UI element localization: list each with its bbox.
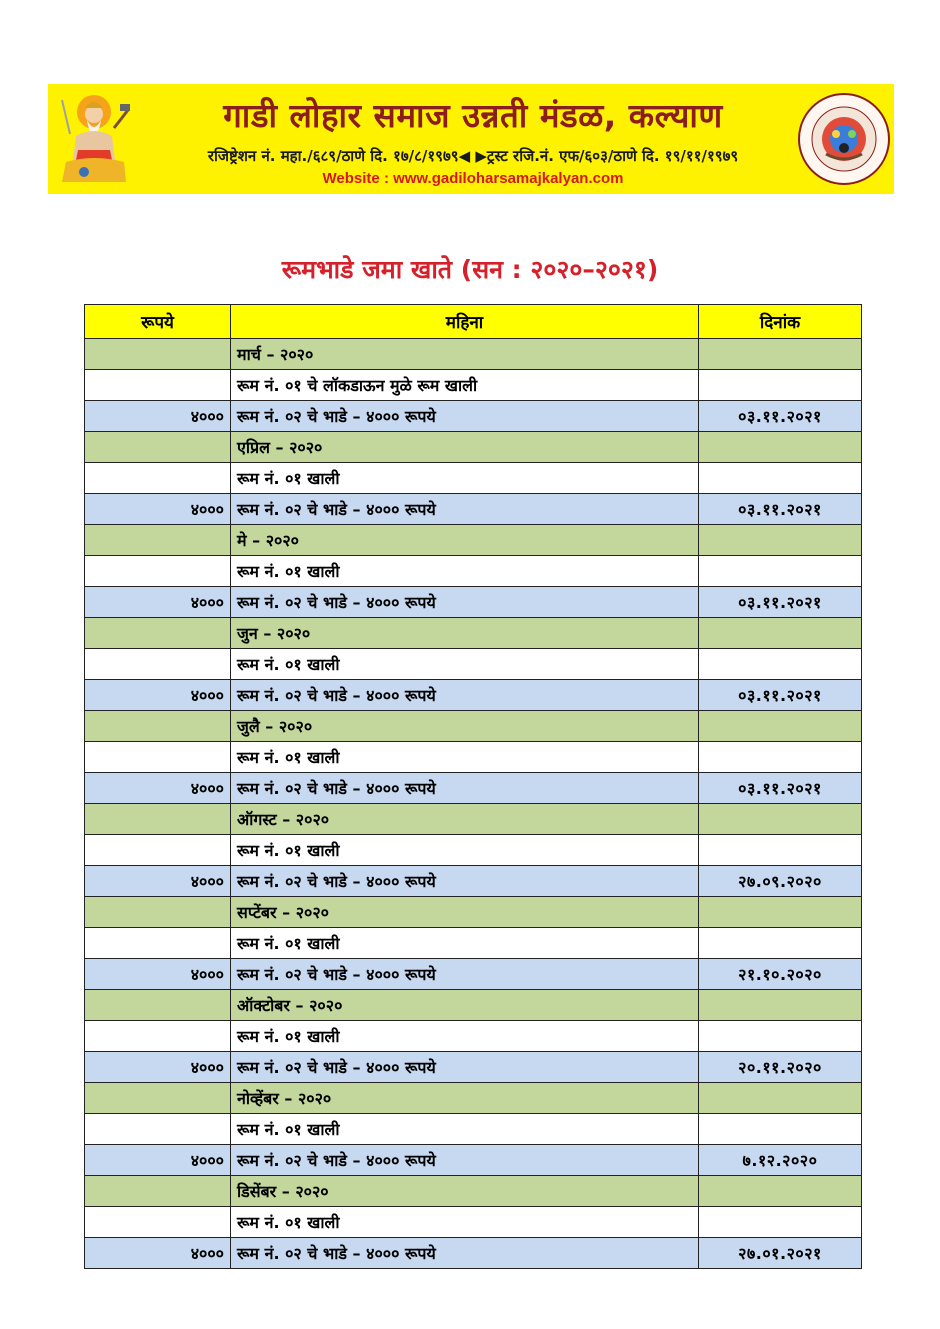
amount-cell: ४००० xyxy=(85,1145,231,1176)
table-row-month xyxy=(85,339,862,370)
table-row-rent xyxy=(85,587,862,618)
column-header-month: महिना xyxy=(231,305,699,339)
description-cell: रूम नं. ०१ खाली xyxy=(231,463,699,494)
column-header-amount: रूपये xyxy=(85,305,231,339)
description-cell: रूम नं. ०१ खाली xyxy=(231,1021,699,1052)
table-row-month xyxy=(85,990,862,1021)
description-cell: रूम नं. ०२ चे भाडे – ४००० रूपये xyxy=(231,1145,699,1176)
date-cell: ०३.११.२०२१ xyxy=(699,680,862,711)
description-cell: डिसेंबर – २०२० xyxy=(231,1176,699,1207)
description-cell: ऑगस्ट – २०२० xyxy=(231,804,699,835)
table-row-month xyxy=(85,711,862,742)
date-cell xyxy=(699,835,862,866)
table-row-note xyxy=(85,649,862,680)
amount-cell: ४००० xyxy=(85,773,231,804)
table-row-note xyxy=(85,742,862,773)
date-cell xyxy=(699,742,862,773)
deity-figure-icon xyxy=(54,90,134,188)
website-text: Website : www.gadiloharsamajkalyan.com xyxy=(322,170,624,187)
amount-cell xyxy=(85,1021,231,1052)
amount-cell: ४००० xyxy=(85,959,231,990)
amount-cell xyxy=(85,463,231,494)
date-cell xyxy=(699,1114,862,1145)
table-row-month xyxy=(85,1176,862,1207)
table-row-month xyxy=(85,897,862,928)
table-row-month xyxy=(85,1083,862,1114)
description-cell: रूम नं. ०१ चे लॉकडाऊन मुळे रूम खाली xyxy=(231,370,699,401)
table-row-note xyxy=(85,1021,862,1052)
date-cell xyxy=(699,1207,862,1238)
description-cell: रूम नं. ०२ चे भाडे – ४००० रूपये xyxy=(231,959,699,990)
date-cell: २०.११.२०२० xyxy=(699,1052,862,1083)
seal-emblem-icon xyxy=(796,90,892,188)
organization-name: गाडी लोहार समाज उन्नती मंडळ, कल्याण xyxy=(223,96,723,135)
amount-cell xyxy=(85,370,231,401)
amount-cell xyxy=(85,804,231,835)
amount-cell xyxy=(85,835,231,866)
table-row-note xyxy=(85,1207,862,1238)
amount-cell xyxy=(85,928,231,959)
description-cell: रूम नं. ०२ चे भाडे – ४००० रूपये xyxy=(231,773,699,804)
registration-details: रजिष्ट्रेशन नं. महा./६८९/ठाणे दि. १७/८/१९७९◀ ▶ट्रस्ट रजि.नं. एफ/६०३/ठाणे दि. १९/११/१९७९ xyxy=(207,147,739,165)
table-row-rent xyxy=(85,1145,862,1176)
description-cell: नोव्हेंबर – २०२० xyxy=(231,1083,699,1114)
date-cell xyxy=(699,1176,862,1207)
amount-cell xyxy=(85,711,231,742)
date-cell xyxy=(699,897,862,928)
table-row-rent xyxy=(85,680,862,711)
document-title: रूमभाडे जमा खाते (सन : २०२०–२०२१) xyxy=(281,255,659,284)
description-cell: रूम नं. ०२ चे भाडे – ४००० रूपये xyxy=(231,1052,699,1083)
table-row-note xyxy=(85,835,862,866)
amount-cell: ४००० xyxy=(85,1052,231,1083)
description-cell: रूम नं. ०१ खाली xyxy=(231,835,699,866)
amount-cell xyxy=(85,618,231,649)
description-cell: रूम नं. ०२ चे भाडे – ४००० रूपये xyxy=(231,1238,699,1269)
amount-cell xyxy=(85,1207,231,1238)
description-cell: एप्रिल – २०२० xyxy=(231,432,699,463)
table-row-month xyxy=(85,804,862,835)
amount-cell xyxy=(85,525,231,556)
amount-cell: ४००० xyxy=(85,680,231,711)
table-row-note xyxy=(85,463,862,494)
amount-cell: ४००० xyxy=(85,866,231,897)
table-row-note xyxy=(85,1114,862,1145)
table-row-rent xyxy=(85,401,862,432)
table-row-rent xyxy=(85,1052,862,1083)
table-row-note xyxy=(85,928,862,959)
amount-cell: ४००० xyxy=(85,1238,231,1269)
table-row-rent xyxy=(85,773,862,804)
table-row-month xyxy=(85,432,862,463)
date-cell xyxy=(699,990,862,1021)
date-cell xyxy=(699,525,862,556)
date-cell: ०३.११.२०२१ xyxy=(699,494,862,525)
table-header-row xyxy=(85,305,862,339)
amount-cell xyxy=(85,1176,231,1207)
description-cell: रूम नं. ०२ चे भाडे – ४००० रूपये xyxy=(231,401,699,432)
description-cell: रूम नं. ०२ चे भाडे – ४००० रूपये xyxy=(231,866,699,897)
date-cell xyxy=(699,928,862,959)
table-row-note xyxy=(85,370,862,401)
description-cell: रूम नं. ०१ खाली xyxy=(231,742,699,773)
table-row-rent xyxy=(85,959,862,990)
date-cell: ०३.११.२०२१ xyxy=(699,587,862,618)
amount-cell xyxy=(85,432,231,463)
description-cell: रूम नं. ०१ खाली xyxy=(231,556,699,587)
amount-cell xyxy=(85,742,231,773)
description-cell: जुलै – २०२० xyxy=(231,711,699,742)
description-cell: रूम नं. ०२ चे भाडे – ४००० रूपये xyxy=(231,494,699,525)
amount-cell xyxy=(85,649,231,680)
description-cell: जुन – २०२० xyxy=(231,618,699,649)
date-cell: २७.०१.२०२१ xyxy=(699,1238,862,1269)
date-cell xyxy=(699,711,862,742)
description-cell: रूम नं. ०१ खाली xyxy=(231,1207,699,1238)
description-cell: ऑक्टोबर – २०२० xyxy=(231,990,699,1021)
letterhead-banner xyxy=(48,84,894,194)
amount-cell: ४००० xyxy=(85,401,231,432)
description-cell: रूम नं. ०२ चे भाडे – ४००० रूपये xyxy=(231,680,699,711)
amount-cell xyxy=(85,339,231,370)
description-cell: मे – २०२० xyxy=(231,525,699,556)
date-cell xyxy=(699,1083,862,1114)
date-cell: ७.१२.२०२० xyxy=(699,1145,862,1176)
table-row-rent xyxy=(85,866,862,897)
date-cell xyxy=(699,649,862,680)
table-row-note xyxy=(85,556,862,587)
rent-ledger-table xyxy=(84,304,862,1269)
date-cell xyxy=(699,370,862,401)
description-cell: सप्टेंबर – २०२० xyxy=(231,897,699,928)
description-cell: मार्च – २०२० xyxy=(231,339,699,370)
deity-illustration xyxy=(54,90,134,188)
description-cell: रूम नं. ०१ खाली xyxy=(231,1114,699,1145)
amount-cell: ४००० xyxy=(85,494,231,525)
date-cell xyxy=(699,463,862,494)
date-cell: २१.१०.२०२० xyxy=(699,959,862,990)
amount-cell xyxy=(85,897,231,928)
description-cell: रूम नं. ०१ खाली xyxy=(231,649,699,680)
amount-cell xyxy=(85,1114,231,1145)
description-cell: रूम नं. ०२ चे भाडे – ४००० रूपये xyxy=(231,587,699,618)
date-cell: २७.०९.२०२० xyxy=(699,866,862,897)
table-row-month xyxy=(85,618,862,649)
date-cell xyxy=(699,556,862,587)
table-body xyxy=(85,339,862,1269)
date-cell xyxy=(699,432,862,463)
amount-cell xyxy=(85,990,231,1021)
table-row-rent xyxy=(85,1238,862,1269)
column-header-date: दिनांक xyxy=(699,305,862,339)
date-cell xyxy=(699,1021,862,1052)
date-cell: ०३.११.२०२१ xyxy=(699,401,862,432)
date-cell: ०३.११.२०२१ xyxy=(699,773,862,804)
amount-cell xyxy=(85,1083,231,1114)
date-cell xyxy=(699,618,862,649)
date-cell xyxy=(699,804,862,835)
table-row-rent xyxy=(85,494,862,525)
description-cell: रूम नं. ०१ खाली xyxy=(231,928,699,959)
table-row-month xyxy=(85,525,862,556)
organization-seal xyxy=(796,90,892,188)
amount-cell xyxy=(85,556,231,587)
date-cell xyxy=(699,339,862,370)
amount-cell: ४००० xyxy=(85,587,231,618)
